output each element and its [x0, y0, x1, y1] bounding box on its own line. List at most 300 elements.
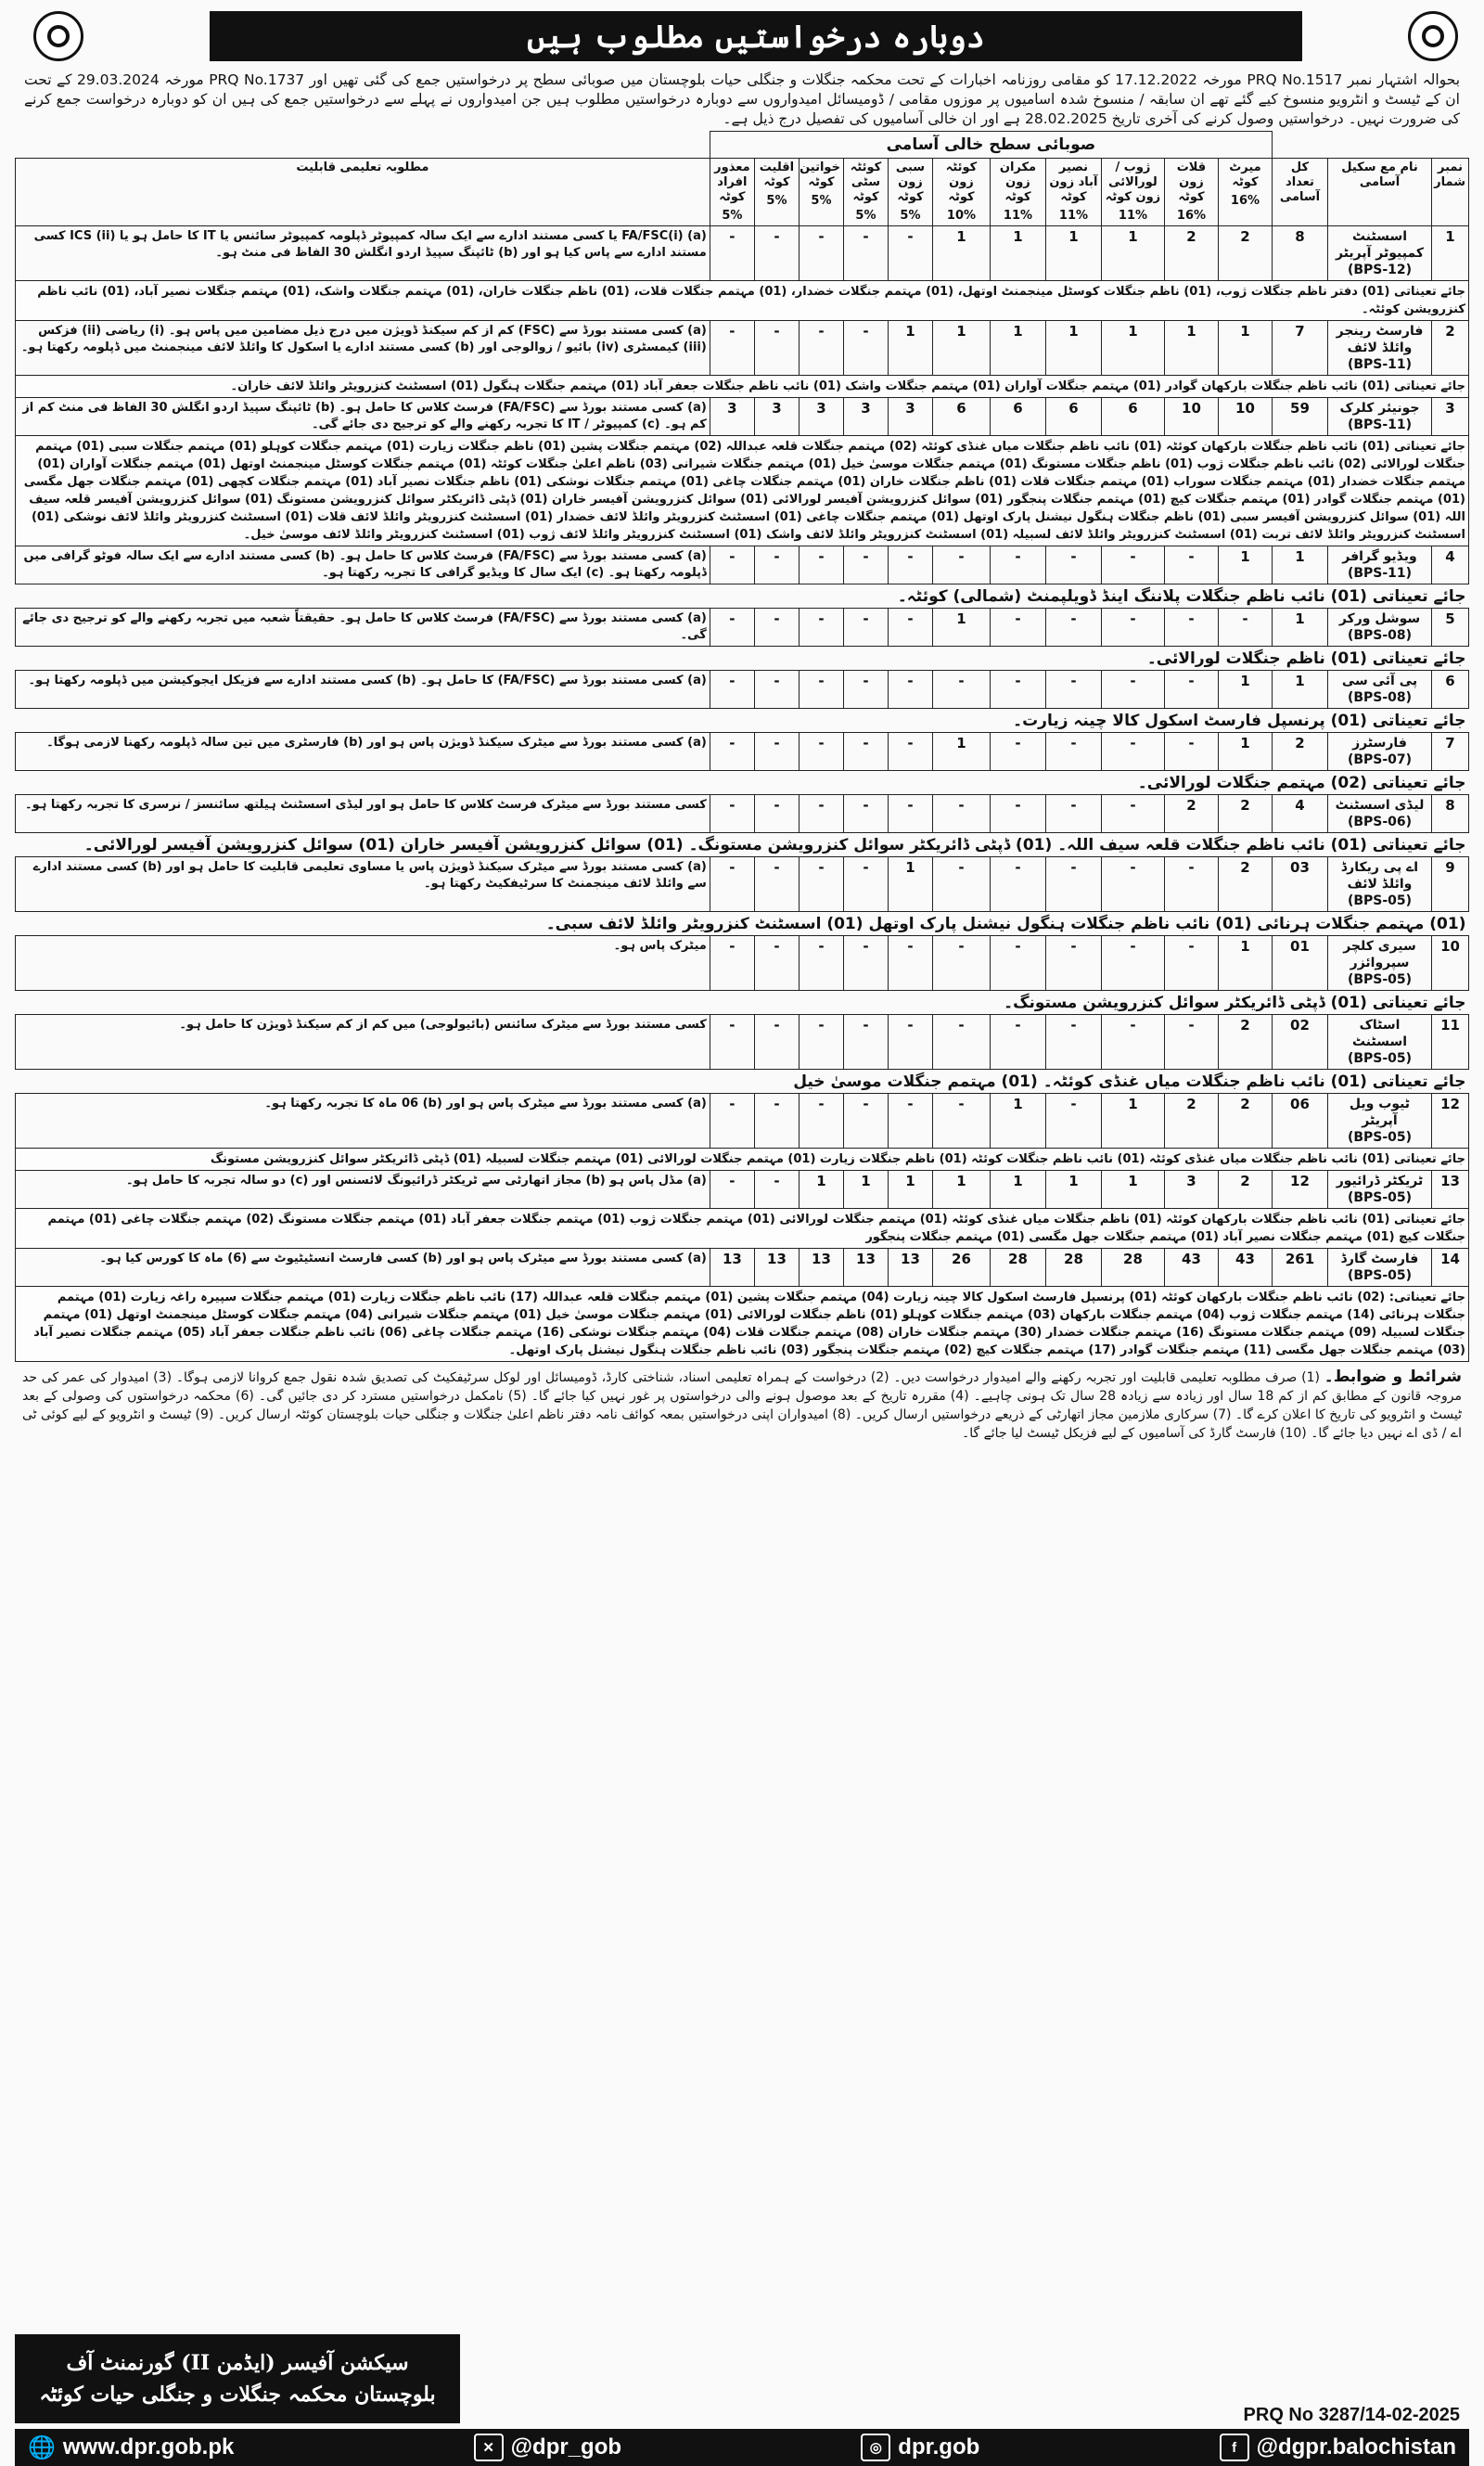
posting-row	[16, 1209, 1469, 1249]
quota-cell: -	[1218, 609, 1272, 647]
quota-percent: 11%	[1118, 209, 1148, 223]
post-name-cell	[1328, 936, 1432, 991]
qualification: (a) کسی مستند بورڈ سے (FA/FSC) کا حامل ہو۔ (b) کسی مستند ادارے سے فزیکل ایجوکیشن میں ڈپلومہ رکھتا ہو۔	[16, 671, 710, 709]
total-posts: 8	[1272, 226, 1327, 281]
quota-cell: 1	[1101, 226, 1164, 281]
quota-cell: -	[843, 321, 888, 376]
total-posts: 03	[1272, 857, 1327, 912]
section-row	[16, 1070, 1469, 1094]
post-scale: (BPS-07)	[1347, 752, 1413, 767]
quota-cell: 6	[932, 398, 990, 436]
total-posts: 2	[1272, 733, 1327, 771]
quota-cell: -	[990, 1015, 1045, 1070]
qualification: (a) کسی مستند بورڈ سے (FA/FSC) فرسٹ کلاس کا حامل ہو۔ (b) کسی مستند ادارے سے ایک سالہ فوٹو گرافی میں ڈپلومہ رکھتا ہو۔ (c) ایک سال کا ویڈیو گرافی کا تجربہ رکھتا ہو۔	[16, 546, 710, 584]
post-name: سوشل ورکر	[1338, 611, 1421, 626]
quota-cell: 1	[1218, 671, 1272, 709]
quota-cell: 1	[932, 1171, 990, 1209]
header	[15, 7, 1469, 65]
total-posts: 1	[1272, 609, 1327, 647]
serial-number: 5	[1432, 609, 1469, 647]
section-row	[16, 833, 1469, 857]
section-row	[16, 584, 1469, 609]
section-row	[16, 912, 1469, 936]
quota-percent: 5%	[766, 194, 787, 208]
post-scale: (BPS-05)	[1347, 972, 1413, 987]
post-scale: (BPS-05)	[1347, 893, 1413, 908]
posting-locations: جائے تعیناتی (01) نائب ناظم جنگلات میاں غنڈی کوئٹہ (01) نائب ناظم جنگلات کوئٹہ (01) ناظم جنگلات زیارت (01) مہتمم جنگلات لورالائی (01) مہتمم جنگلات لسبیلہ (01) ڈپٹی ڈائریکٹر سوائل کنزرویشن مستونگ	[16, 1149, 1469, 1171]
website-text: www.dpr.gob.pk	[62, 2434, 235, 2460]
qualification: (a) کسی مستند بورڈ سے میٹرک پاس ہو اور (b) 06 ماہ کا تجربہ رکھتا ہو۔	[16, 1094, 710, 1149]
total-posts: 261	[1272, 1249, 1327, 1287]
post-scale: (BPS-05)	[1347, 1051, 1413, 1066]
quota-cell: -	[710, 321, 754, 376]
total-posts: 1	[1272, 546, 1327, 584]
table-row	[16, 398, 1469, 436]
table-row	[16, 609, 1469, 647]
table-row	[16, 936, 1469, 991]
post-scale: (BPS-11)	[1347, 417, 1413, 432]
quota-cell: -	[843, 226, 888, 281]
quota-percent: 5%	[811, 194, 832, 208]
quota-cell: -	[754, 321, 799, 376]
quota-cell: -	[888, 795, 932, 833]
quota-cell: -	[754, 609, 799, 647]
quota-cell: -	[710, 936, 754, 991]
quota-cell: -	[799, 733, 843, 771]
serial-number: 8	[1432, 795, 1469, 833]
post-scale: (BPS-06)	[1347, 815, 1413, 829]
quota-cell: 2	[1218, 857, 1272, 912]
post-name-cell	[1328, 226, 1432, 281]
quota-cell: 1	[1045, 226, 1101, 281]
table-row	[16, 857, 1469, 912]
header-quota	[1101, 159, 1164, 226]
quota-percent: 11%	[1003, 209, 1033, 223]
quota-cell: -	[754, 1171, 799, 1209]
quota-cell: 1	[1218, 546, 1272, 584]
quota-cell: 1	[888, 857, 932, 912]
quota-cell: -	[754, 733, 799, 771]
qualification: کسی مستند بورڈ سے میٹرک فرسٹ کلاس کا حامل ہو اور لیڈی اسسٹنٹ ہیلتھ سائنسز / نرسری کا تجربہ رکھتا ہو۔	[16, 795, 710, 833]
quota-cell: -	[843, 936, 888, 991]
quota-cell: -	[888, 733, 932, 771]
quota-cell: -	[754, 1015, 799, 1070]
quota-cell: 1	[1164, 321, 1218, 376]
quota-cell: -	[710, 857, 754, 912]
total-posts: 7	[1272, 321, 1327, 376]
quota-cell: -	[754, 226, 799, 281]
quota-cell: -	[799, 936, 843, 991]
quota-cell: -	[990, 671, 1045, 709]
post-name: اے پی ریکارڈ وائلڈ لائف	[1340, 860, 1419, 892]
quota-cell: 1	[1101, 1094, 1164, 1149]
header-quota	[1218, 159, 1272, 226]
post-scale: (BPS-08)	[1347, 628, 1413, 643]
quota-cell: 28	[1101, 1249, 1164, 1287]
quota-cell: 43	[1164, 1249, 1218, 1287]
quota-cell: -	[799, 1015, 843, 1070]
quota-cell: 1	[932, 321, 990, 376]
quota-cell: 1	[1045, 1171, 1101, 1209]
posting-section-heading: جائے تعیناتی (01) پرنسپل فارسٹ اسکول کالا چینہ زیارت۔	[16, 709, 1469, 733]
quota-name: میرٹ کوٹہ	[1229, 161, 1261, 189]
facebook-icon: f	[1220, 2434, 1249, 2461]
department-logo-icon	[1408, 11, 1458, 61]
quota-cell: 26	[932, 1249, 990, 1287]
quota-cell: -	[710, 226, 754, 281]
posting-locations: جائے تعیناتی (01) نائب ناظم جنگلات بارکھان کوئٹہ (01) ناظم جنگلات میاں غنڈی کوئٹہ (01) مہتمم جنگلات لورالائی (01) مہتمم جنگلات ژوب (01) مہتمم جنگلات جعفر آباد (01) مہتمم جنگلات مستونگ (02) مہتمم جنگلات چاغی (01) مہتمم جنگلات کیچ (01) مہتمم جنگلات نصیر آباد (01) مہتمم جنگلات جھل مگسی (01) مہتمم جنگلات پنجگور	[16, 1209, 1469, 1249]
section-row	[16, 709, 1469, 733]
quota-name: نصیر آباد زون کوٹہ	[1049, 161, 1098, 204]
qualification: (a) کسی مستند بورڈ سے (FSC) کم از کم سیکنڈ ڈویژن میں درج ذیل مضامین میں پاس ہو۔ (i) ریاضی (ii) فزکس (iii) کیمسٹری (iv) بائیو / زوالوجی اور (b) کسی مستند ادارے یا اسکول کا وائلڈ لائف مینجمنٹ میں ڈپلومہ رکھتا ہو۔	[16, 321, 710, 376]
quota-percent: 5%	[900, 209, 921, 223]
quota-cell: 1	[932, 733, 990, 771]
quota-cell: -	[888, 1094, 932, 1149]
header-quota	[754, 159, 799, 226]
posting-row	[16, 1287, 1469, 1362]
quota-name: کوئٹہ سٹی کوٹہ	[850, 161, 882, 204]
serial-number: 3	[1432, 398, 1469, 436]
header-total: کل تعداد آسامی	[1272, 159, 1327, 226]
qualification: (a) FA/FSC(i) یا کسی مستند ادارے سے ایک سالہ کمپیوٹر ڈپلومہ کمپیوٹر سائنس یا IT کا حامل ہو یا (ii) ICS کسی مستند ادارے سے پاس کیا ہو اور (b) ٹائپنگ سپیڈ اردو انگلش 30 الفاظ فی منٹ ہو۔	[16, 226, 710, 281]
total-posts: 1	[1272, 671, 1327, 709]
footer-bar	[15, 2429, 1469, 2466]
quota-percent: 10%	[946, 209, 977, 223]
quota-cell: -	[1101, 733, 1164, 771]
qualification: (a) کسی مستند بورڈ سے (FA/FSC) فرسٹ کلاس کا حامل ہو۔ (b) ٹائپنگ سپیڈ اردو انگلش 30 الفاظ فی منٹ کم از کم ہو۔ (c) کمپیوٹر / IT کا تجربہ رکھنے والے کو ترجیح دی جائے گی۔	[16, 398, 710, 436]
quota-cell: -	[932, 1094, 990, 1149]
quota-cell: -	[843, 795, 888, 833]
quota-cell: 2	[1218, 795, 1272, 833]
post-name: فارسٹرز	[1352, 736, 1407, 751]
quota-cell: -	[990, 795, 1045, 833]
quota-cell: -	[1164, 609, 1218, 647]
quota-cell: -	[1045, 857, 1101, 912]
post-name-cell	[1328, 1015, 1432, 1070]
post-name-cell	[1328, 321, 1432, 376]
post-name: لیڈی اسسٹنٹ	[1335, 798, 1425, 813]
quota-cell: 13	[843, 1249, 888, 1287]
quota-cell: -	[710, 733, 754, 771]
quota-cell: -	[843, 546, 888, 584]
quota-percent: 11%	[1058, 209, 1089, 223]
quota-cell: -	[710, 609, 754, 647]
post-name: پی آئی سی	[1341, 674, 1418, 688]
quota-cell: -	[710, 795, 754, 833]
quota-cell: 1	[990, 226, 1045, 281]
quota-cell: 1	[1218, 321, 1272, 376]
quota-percent: 16%	[1230, 194, 1260, 208]
section-row	[16, 771, 1469, 795]
table-row	[16, 1094, 1469, 1149]
quota-cell: -	[710, 546, 754, 584]
header-qualification: مطلوبہ تعلیمی قابلیت	[16, 159, 710, 226]
quota-cell: -	[932, 936, 990, 991]
quota-cell: -	[1045, 733, 1101, 771]
posting-section-heading: جائے تعیناتی (01) نائب ناظم جنگلات میاں غنڈی کوئٹہ۔ (01) مہتمم جنگلات موسیٰ خیل	[16, 1070, 1469, 1094]
serial-number: 13	[1432, 1171, 1469, 1209]
quota-cell: 1	[843, 1171, 888, 1209]
header-quota	[710, 159, 754, 226]
total-posts: 12	[1272, 1171, 1327, 1209]
post-scale: (BPS-05)	[1347, 1268, 1413, 1283]
quota-cell: -	[932, 795, 990, 833]
serial-number: 7	[1432, 733, 1469, 771]
quota-cell: 1	[932, 226, 990, 281]
government-logo-icon	[33, 11, 83, 61]
quota-cell: -	[1045, 609, 1101, 647]
quota-cell: -	[1164, 671, 1218, 709]
table-row	[16, 1015, 1469, 1070]
facebook-link[interactable]	[1220, 2434, 1456, 2461]
quota-cell: -	[843, 671, 888, 709]
quota-cell: 6	[1101, 398, 1164, 436]
quota-cell: 2	[1164, 226, 1218, 281]
header-quota	[799, 159, 843, 226]
quota-cell: -	[990, 546, 1045, 584]
serial-number: 9	[1432, 857, 1469, 912]
quota-cell: 1	[990, 1171, 1045, 1209]
post-name-cell	[1328, 398, 1432, 436]
quota-cell: -	[990, 936, 1045, 991]
quota-cell: 13	[799, 1249, 843, 1287]
quota-name: اقلیت کوٹہ	[759, 161, 795, 189]
posting-row	[16, 376, 1469, 398]
quota-cell: -	[799, 857, 843, 912]
post-name-cell	[1328, 1171, 1432, 1209]
quota-percent: 16%	[1176, 209, 1207, 223]
facebook-text: @dgpr.balochistan	[1256, 2434, 1456, 2460]
post-name: ویڈیو گرافر	[1342, 549, 1417, 564]
intro-text: بحوالہ اشتہار نمبر PRQ No.1517 مورخہ 17.12.2022 کو مقامی روزنامہ اخبارات کے تحت محکمہ جنگلات و جنگلی حیات بلوچستان میں صوبائی سطح پر درخواستیں جمع کی گئی تھیں اور PRQ No.1737 مورخہ 29.03.2024 کے تحت ان کے ٹیسٹ و انٹرویو منسوخ کیے گئے تھے ان سابقہ / منسوخ شدہ اسامیوں پر موزوں مقامی / ڈومیسائل امیدواروں سے دوبارہ درخواستیں مطلوب ہیں جن امیدواروں نے پہلے سے درخواستیں جمع کی ہیں ان کو دوبارہ درخواست جمع کرنے کی ضرورت نہیں۔ درخواستیں وصول کرنے کی آخری تاریخ 28.02.2025 ہے اور ان خالی آسامیوں کی تفصیل درج ذیل ہے۔	[24, 71, 1461, 127]
quota-title: صوبائی سطح خالی آسامی	[710, 132, 1272, 159]
quota-cell: -	[754, 857, 799, 912]
quota-cell: -	[932, 1015, 990, 1070]
quota-cell: -	[888, 1015, 932, 1070]
quota-cell: -	[1045, 546, 1101, 584]
quota-cell: -	[754, 936, 799, 991]
quota-percent: 5%	[722, 209, 743, 223]
quota-cell: 13	[754, 1249, 799, 1287]
qualification: (a) کسی مستند بورڈ سے (FA/FSC) فرسٹ کلاس کا حامل ہو۔ حقیقتاً شعبہ میں تجربہ رکھنے والے کو ترجیح دی جائے گی۔	[16, 609, 710, 647]
section-row	[16, 647, 1469, 671]
quota-cell: -	[799, 321, 843, 376]
quota-cell: -	[1101, 857, 1164, 912]
twitter-text: @dpr_gob	[510, 2434, 622, 2460]
serial-number: 10	[1432, 936, 1469, 991]
twitter-link[interactable]	[474, 2434, 621, 2461]
post-name: فارسٹ گارڈ	[1340, 1252, 1419, 1266]
quota-name: قلات زون کوٹہ	[1176, 161, 1207, 204]
quota-cell: -	[1045, 936, 1101, 991]
quota-cell: -	[1101, 609, 1164, 647]
post-name-cell	[1328, 671, 1432, 709]
quota-cell: -	[799, 546, 843, 584]
post-scale: (BPS-05)	[1347, 1190, 1413, 1205]
signature-line-1: سیکشن آفیسر (ایڈمن II) گورنمنٹ آف	[66, 2351, 409, 2375]
signature-block	[15, 2334, 460, 2423]
signature-line-2: بلوچستان محکمہ جنگلات و جنگلی حیات کوئٹہ	[39, 2383, 436, 2407]
qualification: (a) کسی مستند بورڈ سے میٹرک پاس ہو اور (b) کسی فارسٹ انسٹیٹیوٹ سے (6) ماہ کا کورس کیا ہو۔	[16, 1249, 710, 1287]
posting-row	[16, 1149, 1469, 1171]
quota-cell: -	[1045, 671, 1101, 709]
quota-cell: 3	[710, 398, 754, 436]
quota-cell: -	[799, 671, 843, 709]
serial-number: 4	[1432, 546, 1469, 584]
serial-number: 12	[1432, 1094, 1469, 1149]
quota-cell: 3	[888, 398, 932, 436]
quota-cell: -	[1101, 1015, 1164, 1070]
quota-cell: -	[888, 226, 932, 281]
total-posts: 4	[1272, 795, 1327, 833]
globe-icon: 🌐	[28, 2434, 56, 2460]
quota-cell: 1	[888, 1171, 932, 1209]
quota-cell: -	[710, 1171, 754, 1209]
quota-cell: -	[799, 226, 843, 281]
quota-cell: -	[932, 671, 990, 709]
quota-cell: 2	[1218, 1094, 1272, 1149]
quota-cell: -	[990, 609, 1045, 647]
serial-number: 2	[1432, 321, 1469, 376]
qualification: (a) کسی مستند بورڈ سے میٹرک سیکنڈ ڈویژن پاس یا مساوی تعلیمی قابلیت کا حامل ہو اور (b) کسی مستند ادارے سے وائلڈ لائف مینجمنٹ کا سرٹیفکیٹ رکھتا ہو۔	[16, 857, 710, 912]
quota-cell: -	[888, 546, 932, 584]
quota-cell: 1	[799, 1171, 843, 1209]
conditions-text: (1) صرف مطلوبہ تعلیمی قابلیت اور تجربہ رکھنے والے امیدوار درخواست دیں۔ (2) درخواست کے ہمراہ تعلیمی اسناد، شناختی کارڈ، ڈومیسائل اور لوکل سرٹیفکیٹ کی تصدیق شدہ نقول جمع کروانا لازمی ہوگا۔ (3) امیدوار کی عمر کی حد مروجہ قانون کے مطابق کم از کم 18 سال اور زیادہ سے زیادہ 28 سال تک ہونی چاہیے۔ (4) مقررہ تاریخ کے بعد موصول ہونے والی درخواستوں پر غور نہیں کیا جائے گا۔ (5) نامکمل درخواستیں مسترد کر دی جائیں گی۔ (6) محکمہ درخواستوں کی وصولی کے بعد ٹیسٹ و انٹرویو کی تاریخ کا اعلان کرے گا۔ (7) سرکاری ملازمین مجاز اتھارٹی کے ذریعے درخواستیں ارسال کریں۔ (8) امیدواران اپنی درخواستیں بمعہ کوائف نامہ دفتر ناظم اعلیٰ جنگلات و جنگلی حیات بلوچستان کوئٹہ ارسال کریں۔ (9) ٹیسٹ و انٹرویو کے لیے کوئی ٹی اے / ڈی اے نہیں دیا جائے گا۔ (10) فارسٹ گارڈ کی آسامیوں کے لیے فزیکل ٹیسٹ لیا جائے گا۔	[22, 1370, 1463, 1441]
post-scale: (BPS-08)	[1347, 690, 1413, 705]
quota-cell: -	[1045, 795, 1101, 833]
quota-cell: -	[754, 546, 799, 584]
header-quota	[843, 159, 888, 226]
quota-cell: -	[754, 671, 799, 709]
header-quota	[990, 159, 1045, 226]
qualification: میٹرک پاس ہو۔	[16, 936, 710, 991]
quota-cell: -	[754, 795, 799, 833]
quota-cell: 3	[843, 398, 888, 436]
posting-locations: جائے تعیناتی (01) نائب ناظم جنگلات بارکھان کوئٹہ (01) نائب ناظم جنگلات میاں غنڈی کوئٹہ (02) مہتمم جنگلات قلعہ عبداللہ (02) مہتمم جنگلات پشین (01) ناظم جنگلات زیارت (01) مہتمم جنگلات کوہلو (01) مہتمم جنگلات سبی (01) مہتمم جنگلات لورالائی (02) نائب ناظم جنگلات ژوب (01) ناظم جنگلات مستونگ (01) مہتمم جنگلات موسیٰ خیل (01) مہتمم جنگلات شیرانی (03) ناظم اعلیٰ جنگلات کوئٹہ (01) مہتمم جنگلات کوسٹل مینجمنٹ اوتھل (01) مہتمم جنگلات آواران (01) مہتمم جنگلات خضدار (01) مہتمم جنگلات سوراب (01) مہتمم جنگلات قلات (01) ناظم جنگلات خاران (01) مہتمم جنگلات چاغی (01) مہتمم جنگلات نوشکی (01) ناظم جنگلات نصیر آباد (01) مہتمم جنگلات کچھی (01) مہتمم جنگلات جھل مگسی (01) مہتمم جنگلات گوادر (01) مہتمم جنگلات کیچ (01) مہتمم جنگلات پنجگور (01) سوائل کنزرویشن آفیسر لورالائی (01) سوائل کنزرویشن آفیسر خاران (01) ڈپٹی ڈائریکٹر سوائل کنزرویشن مستونگ (01) سوائل کنزرویشن آفیسر قلعہ سیف اللہ (01) سوائل کنزرویشن آفیسر سبی (01) ناظم جنگلات ہنگول نیشنل پارک اوتھل (01) مہتمم جنگلات چاغی (01) اسسٹنٹ کنزرویٹر وائلڈ لائف خضدار (01) اسسٹنٹ کنزرویٹر وائلڈ لائف قلات (01) اسسٹنٹ کنزرویٹر وائلڈ لائف نوشکی (01) اسسٹنٹ کنزرویٹر وائلڈ لائف تربت (01) اسسٹنٹ کنزرویٹر وائلڈ لائف لسبیلہ (01) اسسٹنٹ کنزرویٹر وائلڈ لائف واشک (01) اسسٹنٹ کنزرویٹر وائلڈ لائف ژوب (01) اسسٹنٹ کنزرویٹر وائلڈ لائف موسیٰ خیل۔	[16, 436, 1469, 546]
post-name: اسٹاک اسسٹنٹ	[1351, 1018, 1408, 1049]
table-row	[16, 733, 1469, 771]
total-posts: 01	[1272, 936, 1327, 991]
quota-cell: -	[1101, 671, 1164, 709]
instagram-link[interactable]	[861, 2434, 979, 2461]
quota-cell: 6	[1045, 398, 1101, 436]
quota-cell: -	[754, 1094, 799, 1149]
quota-cell: 1	[1218, 733, 1272, 771]
instagram-text: dpr.gob	[898, 2434, 980, 2460]
quota-cell: -	[710, 1094, 754, 1149]
quota-cell: 2	[1218, 1171, 1272, 1209]
section-row	[16, 991, 1469, 1015]
quota-cell: -	[1101, 936, 1164, 991]
table-row	[16, 321, 1469, 376]
quota-cell: 13	[888, 1249, 932, 1287]
quota-cell: 2	[1218, 226, 1272, 281]
post-name: جونیئر کلرک	[1339, 401, 1420, 416]
quota-cell: 1	[1218, 936, 1272, 991]
quota-cell: -	[799, 795, 843, 833]
posting-section-heading: جائے تعیناتی (01) ناظم جنگلات لورالائی۔	[16, 647, 1469, 671]
quota-cell: -	[1164, 546, 1218, 584]
quota-cell: 6	[990, 398, 1045, 436]
quota-cell: -	[710, 1015, 754, 1070]
quota-name: خواتین کوٹہ	[800, 161, 840, 189]
table-row	[16, 671, 1469, 709]
vacancies-table	[15, 131, 1469, 1362]
quota-cell: 3	[1164, 1171, 1218, 1209]
quota-cell: 2	[1164, 795, 1218, 833]
header-quota	[888, 159, 932, 226]
quota-cell: -	[1164, 936, 1218, 991]
quota-cell: 1	[932, 609, 990, 647]
quota-cell: -	[1164, 733, 1218, 771]
quota-cell: -	[1101, 546, 1164, 584]
posting-section-heading: جائے تعیناتی (01) ڈپٹی ڈائریکٹر سوائل کنزرویشن مستونگ۔	[16, 991, 1469, 1015]
post-name: اسسٹنٹ کمپیوٹر آپریٹر	[1335, 229, 1425, 261]
table-row	[16, 1249, 1469, 1287]
quota-cell: 2	[1218, 1015, 1272, 1070]
post-scale: (BPS-11)	[1347, 357, 1413, 372]
posting-locations: جائے تعیناتی (01) نائب ناظم جنگلات بارکھان گوادر (01) مہتمم جنگلات آواران (01) مہتمم جنگلات واشک (01) نائب ناظم جنگلات جعفر آباد (01) مہتمم جنگلات ہنگول (01) اسسٹنٹ کنزرویٹر وائلڈ لائف خاران۔	[16, 376, 1469, 398]
quota-cell: -	[843, 1015, 888, 1070]
quota-cell: -	[888, 609, 932, 647]
quota-cell: -	[990, 857, 1045, 912]
quota-cell: 2	[1164, 1094, 1218, 1149]
quota-cell: 10	[1218, 398, 1272, 436]
table-row	[16, 226, 1469, 281]
quota-cell: -	[799, 1094, 843, 1149]
serial-number: 14	[1432, 1249, 1469, 1287]
twitter-icon: ✕	[474, 2434, 504, 2461]
posting-locations: جائے تعیناتی (01) دفتر ناظم جنگلات ژوب، (01) ناظم جنگلات کوسٹل مینجمنٹ اوتھل، (01) مہتمم جنگلات خضدار، (01) مہتمم جنگلات قلات، (01) ناظم جنگلات خاران، (01) مہتمم جنگلات واشک، (01) مہتمم جنگلات نصیر آباد، (01) نائب ناظم کنزرویشن کوئٹہ۔	[16, 281, 1469, 321]
post-name: ٹریکٹر ڈرائیور	[1336, 1174, 1424, 1188]
quota-cell: 28	[990, 1249, 1045, 1287]
post-name-cell	[1328, 733, 1432, 771]
post-name-cell	[1328, 795, 1432, 833]
quota-name: سبی زون کوٹہ	[895, 161, 926, 204]
quota-cell: -	[843, 1094, 888, 1149]
website-link[interactable]	[28, 2434, 234, 2461]
quota-percent: 5%	[855, 209, 876, 223]
quota-cell: -	[1045, 1094, 1101, 1149]
quota-cell: -	[710, 671, 754, 709]
total-posts: 02	[1272, 1015, 1327, 1070]
quota-cell: -	[932, 546, 990, 584]
prq-number: PRQ No 3287/14-02-2025	[1243, 2405, 1460, 2425]
quota-cell: -	[932, 857, 990, 912]
quota-cell: -	[888, 671, 932, 709]
post-name: سیری کلچر سپروائزر	[1343, 939, 1416, 970]
post-name: فارسٹ رینجر وائلڈ لائف	[1336, 324, 1424, 355]
quota-cell: -	[1164, 1015, 1218, 1070]
quota-cell: 3	[799, 398, 843, 436]
post-name-cell	[1328, 857, 1432, 912]
post-name-cell	[1328, 1249, 1432, 1287]
posting-row	[16, 436, 1469, 546]
post-name-cell	[1328, 546, 1432, 584]
instagram-icon: ◎	[861, 2434, 890, 2461]
post-scale: (BPS-11)	[1347, 566, 1413, 581]
post-scale: (BPS-12)	[1347, 263, 1413, 277]
quota-cell: 43	[1218, 1249, 1272, 1287]
qualification: (a) مڈل پاس ہو (b) مجاز اتھارٹی سے ٹریکٹر ڈرائیونگ لائسنس اور (c) دو سالہ تجربہ کا حامل ہو۔	[16, 1171, 710, 1209]
posting-section-heading: جائے تعیناتی (01) نائب ناظم جنگلات پلاننگ اینڈ ڈویلپمنٹ (شمالی) کوئٹہ۔	[16, 584, 1469, 609]
quota-name: کوئٹہ زون کوٹہ	[945, 161, 978, 204]
advertisement-page	[15, 7, 1469, 2460]
quota-cell: -	[843, 733, 888, 771]
page-title: دوبارہ درخواستیں مطلوب ہیں	[210, 11, 1302, 61]
header-sno: نمبر شمار	[1432, 159, 1469, 226]
header-quota	[1045, 159, 1101, 226]
